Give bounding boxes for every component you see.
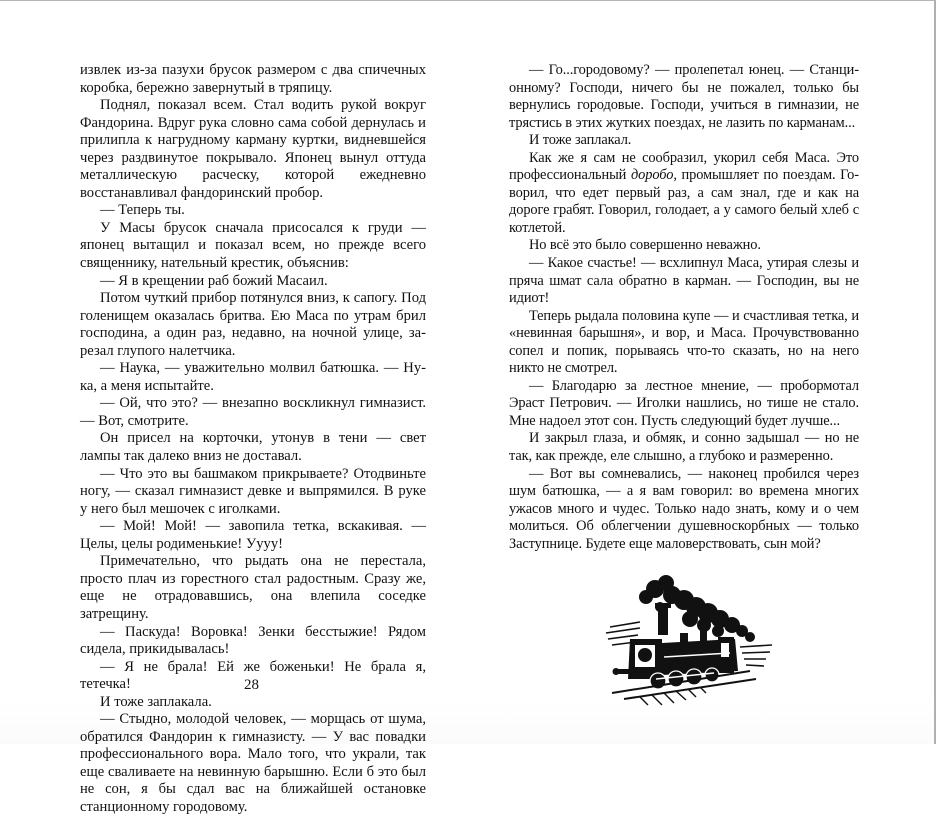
paragraph: — Я в крещении раб божий Масаил.	[100, 272, 328, 289]
paragraph: — Теперь ты.	[100, 202, 185, 219]
paragraph: — Я не брала! Ей же боженьки! Не брала я, тетечка!	[80, 658, 426, 693]
page-number: 28	[244, 677, 259, 693]
paragraph: — Какое счастье! — всхлипнул Маса, утирая слезы и пряча шмат сала обратно в карман. — Господин, вы не идиот!	[509, 255, 859, 307]
left-page-text	[80, 62, 426, 817]
paragraph: И тоже заплакал.	[529, 132, 632, 149]
paragraph: извлек из-за пазухи брусок размером с два спичечных коробка, бережно завернутый в тряпицу.	[80, 62, 426, 96]
paragraph: Но всё это было совершенно неважно.	[529, 237, 761, 254]
paragraph: — Благодарю за лестное мнение, — пробормотал Эраст Петрович. — Иголки нашлись, но тише не стало. Мне надоел этот сон. Пусть следующий будет лучше...	[509, 377, 859, 429]
paragraph: Потом чуткий прибор потянулся вниз, к сапогу. Под голенищем оказалась бритва. Ею Маса по утрам брил господина, а один раз, недавно, на ночной улице, зарезал глупого налетчика.	[80, 290, 426, 359]
paragraph: Теперь рыдала половина купе — и счастливая тетка, и «невинная барышня», и вор, и Маса. Прочувствованно сопел и попик, порываясь что-то сказать, но на него никто не смотрел.	[509, 307, 859, 377]
paragraph: — Ой, что это? — внезапно воскликнул гимназист. — Вот, смотрите.	[80, 395, 426, 429]
paragraph: — Го...городовому? — пролепетал юнец. — Станционному? Господи, ничего бы не пожалел, только бы вернулись городовые. Господи, учиться в гимназии, не трястись в этих жутких поездах, не лазить по карманам...	[509, 62, 859, 131]
right-page-text	[509, 62, 859, 553]
steam-locomotive-icon	[600, 567, 780, 712]
paragraph: — Вот вы сомневались, — наконец пробился через шум батюшка, — а я вам говорил: во времена многих ужасов много и чудес. Только надо знать, кому и о чем молиться. Об облегчении душевноскорбных — только Заступнице. Будете еще маловерствовать, сын мой?	[509, 465, 859, 552]
paragraph: Примечательно, что рыдать она не перестала, просто плач из горестного стал радостным. Сразу же, еще не отрадовавшись, она влепила соседке затрещину.	[80, 553, 426, 622]
paragraph: — Паскуда! Воровка! Зенки бесстыжие! Рядом сидела, прикидывалась!	[80, 623, 426, 658]
paragraph: — Стыдно, молодой человек, — морщась от шума, обратился Фандорин к гимназисту. — У вас повадки профессионального вора. Мало того, что украли, так еще сваливаете на невинную барышню. Если б это был не сон, я бы сдал вас на ближайшей остановке станционному городовому.	[80, 711, 426, 815]
paragraph: — Наука, — уважительно молвил батюшка. — Ну-ка, а меня испытайте.	[80, 360, 426, 394]
paragraph: — Что это вы башмаком прикрываете? Отодвиньте ногу, — сказал гимназист девке и выпрямился. В руке у него был мешочек с иголками.	[80, 465, 426, 517]
paragraph: И закрыл глаза, и обмяк, и сонно задышал — но не так, как прежде, еле слышно, а глубоко и размеренно.	[509, 430, 859, 465]
paragraph: И тоже заплакала.	[100, 693, 212, 710]
paragraph: Поднял, показал всем. Стал водить рукой вокруг Фандорина. Вдруг рука словно сама собой дернулась и прилипла к нагрудному карману куртки, видневшейся через раздвинутое покрывало. Японец вынул оттуда металлическую расческу, которой ежедневно восстанавливал фандоринский пробор.	[80, 97, 426, 201]
text-run: Как же я сам не сообразил, укорил себя Маса. Это профессиональный	[509, 149, 859, 184]
text-run: , промышляет по поездам. Говорил, что едет первый раз, а сам знал, где и как на дороге грабят. Говорил, голодает, а у самого белый хлеб с котлетой.	[509, 167, 860, 236]
paragraph: У Масы брусок сначала присосался к груди — японец вытащил и показал всем, но прежде всего священнику, нательный крестик, объяснив:	[80, 219, 426, 272]
italic-term: доробо	[630, 167, 674, 184]
paragraph: — Мой! Мой! — завопила тетка, вскакивая. — Целы, целы родименькие! Уууу!	[80, 518, 426, 552]
paragraph: Он присел на корточки, утонув в тени — свет лампы так далеко вниз не доставал.	[80, 430, 426, 465]
paragraph-with-italic	[509, 150, 859, 238]
